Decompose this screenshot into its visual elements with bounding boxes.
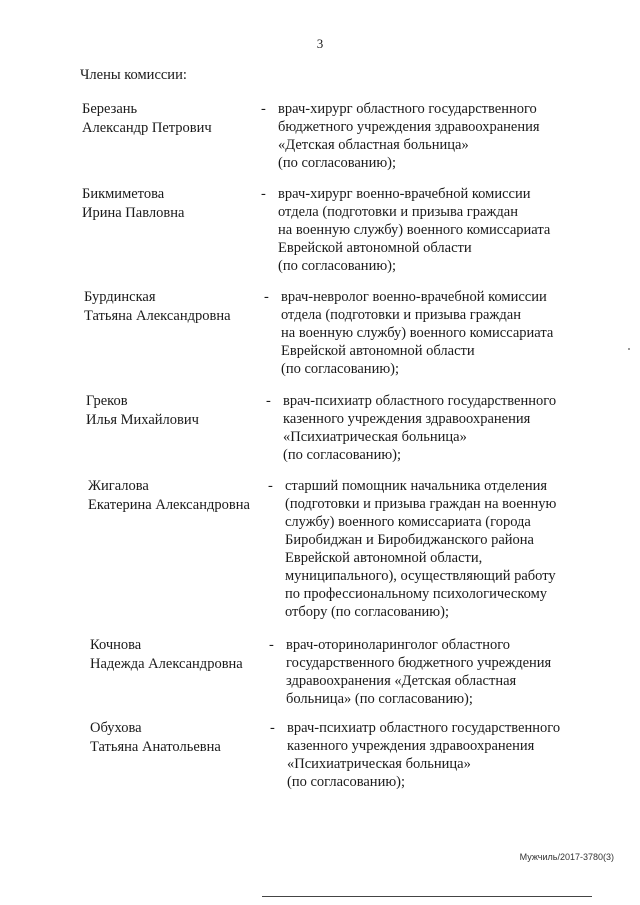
member-surname: Бурдинская (84, 289, 156, 305)
member-surname: Жигалова (88, 478, 149, 494)
member-name (88, 477, 250, 515)
member-role: врач-хирург областного государственного бюджетного учреждения здравоохранения «Детская областная больница» (по согласованию); (278, 101, 540, 171)
member-given-names: Надежда Александровна (90, 656, 243, 672)
member-given-names: Ирина Павловна (82, 205, 185, 221)
scan-artifact (628, 348, 630, 350)
member-dash: - (264, 289, 269, 305)
member-surname: Греков (86, 393, 128, 409)
member-role: врач-психиатр областного государственного казенного учреждения здравоохранения «Психиатрическая больница» (по согласованию); (287, 720, 561, 790)
member-dash: - (266, 393, 271, 409)
member-dash: - (268, 478, 273, 494)
member-name (90, 636, 243, 674)
member-role: врач-оториноларинголог областного государственного бюджетного учреждения здравоохранения «Детская областная больница» (по согласованию); (286, 637, 552, 707)
member-given-names: Татьяна Александровна (84, 308, 231, 324)
member-given-names: Татьяна Анатольевна (90, 739, 221, 755)
section-heading: Члены комиссии: (80, 67, 187, 83)
member-name (90, 719, 221, 757)
member-surname: Кочнова (90, 637, 142, 653)
member-name (84, 288, 231, 326)
member-name (82, 100, 212, 138)
member-role: врач-хирург военно-врачебной комиссии отдела (подготовки и призыва граждан на военную службу) военного комиссариата Еврейской автономной области (по согласованию); (278, 186, 551, 274)
footer-document-code: Мужчиль/2017-3780(3) (519, 852, 614, 862)
member-given-names: Илья Михайлович (86, 412, 199, 428)
member-name (82, 185, 184, 223)
member-dash: - (261, 101, 266, 117)
member-dash: - (269, 637, 274, 653)
member-dash: - (261, 186, 266, 202)
member-role: старший помощник начальника отделения (подготовки и призыва граждан на военную службу) военного комиссариата (города Биробиджан и Биробиджанского района Еврейской автономной области, муниципального), осуществляющий работу по профессиональному психологическому отбору (по согласованию); (285, 478, 557, 620)
member-name (86, 392, 199, 430)
member-dash: - (270, 720, 275, 736)
member-role: врач-психиатр областного государственного казенного учреждения здравоохранения «Психиатрическая больница» (по согласованию); (283, 393, 557, 463)
member-surname: Бикмиметова (82, 186, 165, 202)
member-surname: Обухова (90, 720, 142, 736)
footer-rule (262, 896, 592, 897)
member-given-names: Александр Петрович (82, 120, 212, 136)
member-surname: Березань (82, 101, 138, 117)
member-given-names: Екатерина Александровна (88, 497, 250, 513)
page-number: 3 (316, 36, 324, 51)
member-role: врач-невролог военно-врачебной комиссии отдела (подготовки и призыва граждан на военную службу) военного комиссариата Еврейской автономной области (по согласованию); (281, 289, 554, 377)
